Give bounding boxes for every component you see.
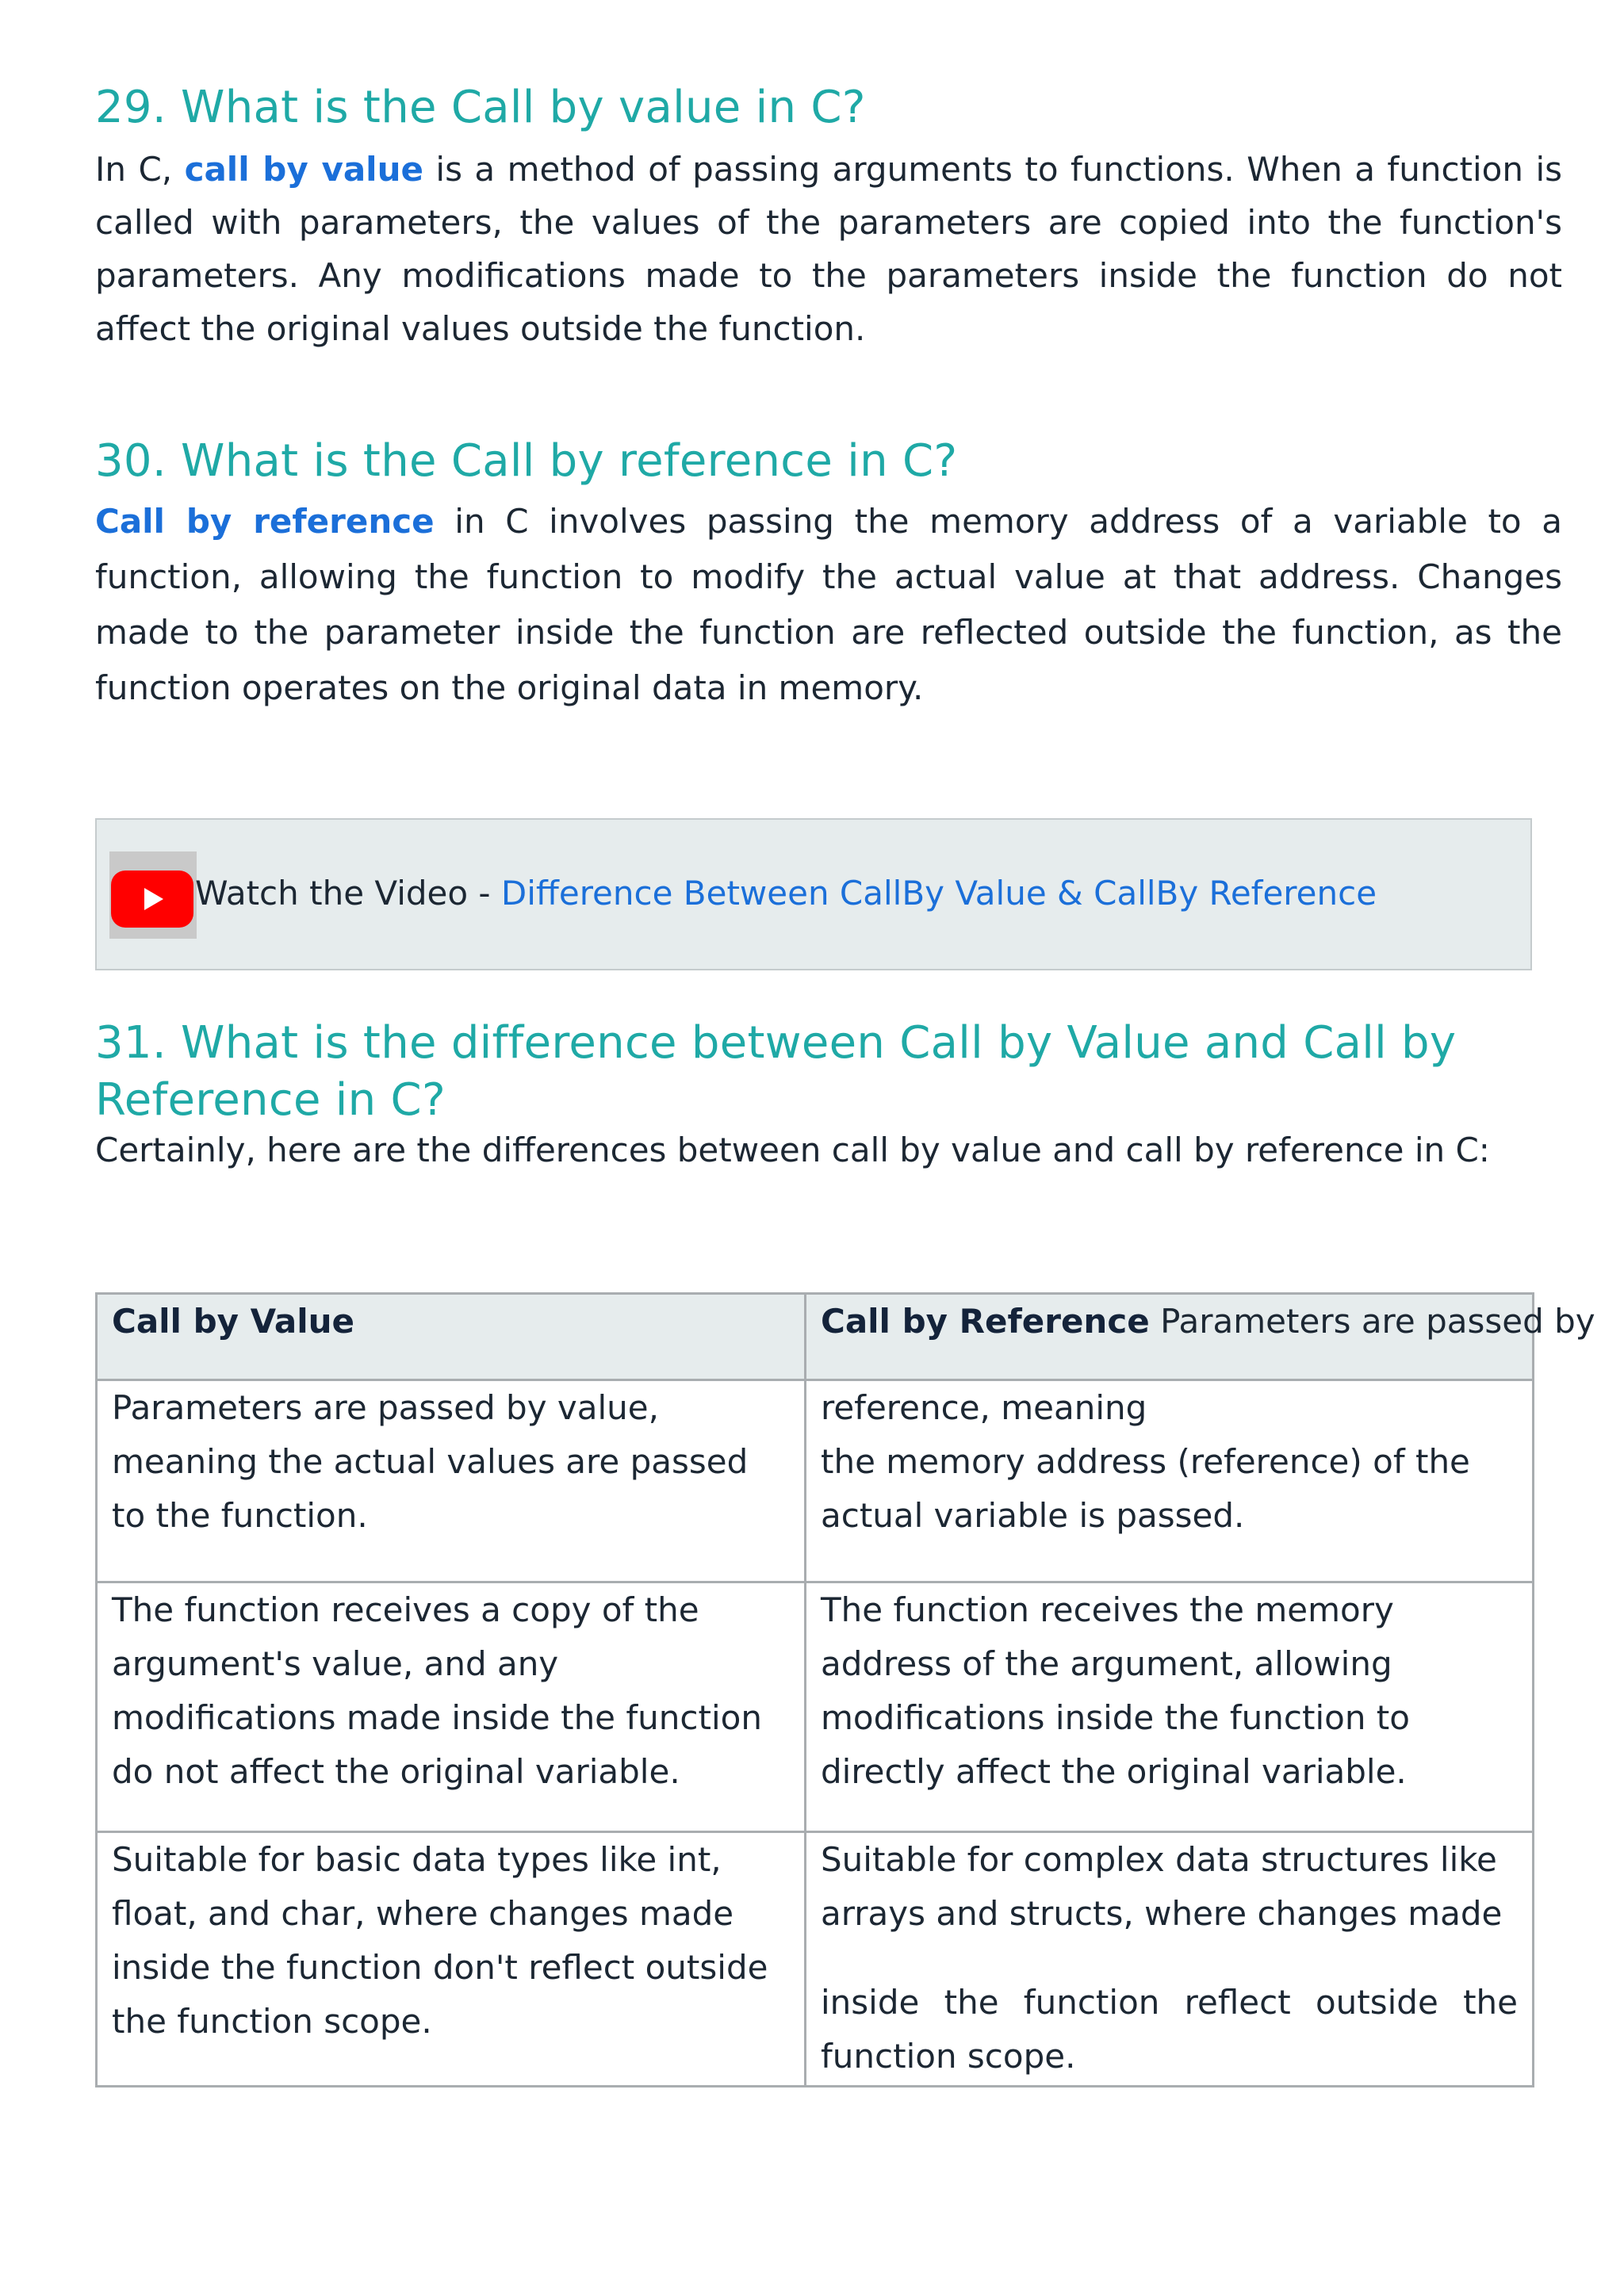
header-right-bold: Call by Reference — [821, 1302, 1150, 1341]
row3-right-part1: Suitable for complex data structures like arrays and structs, where changes made — [821, 1840, 1503, 1933]
header-call-by-value: Call by Value — [97, 1294, 806, 1380]
row2-reference-cell: The function receives the memory address of the argument, allowing modifications inside the function to directly affect the original variable. — [806, 1582, 1534, 1832]
q29-pre: In C, — [95, 150, 185, 189]
video-prefix: Watch the Video - — [195, 874, 501, 913]
table-header-row — [97, 1294, 1534, 1380]
row3-value-cell: Suitable for basic data types like int, float, and char, where changes made inside the function don't reflect outside the function scope. — [97, 1832, 806, 2087]
q31-heading-line1: 31. What is the difference between Call by Value and Call by — [95, 1017, 1457, 1069]
q30-keyword: Call by reference — [95, 502, 435, 541]
row1-reference-cell — [806, 1380, 1534, 1582]
video-caption — [195, 867, 1377, 920]
q29-heading: 29. What is the Call by value in C? — [95, 82, 866, 133]
table-row — [97, 1380, 1534, 1582]
row2-value-cell: The function receives a copy of the argument's value, and any modifications made inside the function do not affect the original variable. — [97, 1582, 806, 1832]
header-right-rest: Parameters are passed by — [1149, 1302, 1595, 1341]
q30-body: in C involves passing the memory address of a variable to a function, allowing the function to modify the actual value at that address. Changes made to the parameter inside the function are reflected outside the function, as the function operates on the original data in memory. — [95, 502, 1562, 707]
youtube-play-icon[interactable] — [111, 871, 193, 928]
video-link[interactable]: Difference Between CallBy Value & CallBy Reference — [500, 874, 1377, 913]
table-row — [97, 1582, 1534, 1832]
q30-heading: 30. What is the Call by reference in C? — [95, 435, 958, 487]
video-callout — [95, 818, 1532, 970]
q29-keyword: call by value — [184, 150, 423, 189]
q31-intro: Certainly, here are the differences between call by value and call by reference in C: — [95, 1131, 1490, 1169]
row3-reference-cell — [806, 1832, 1534, 2087]
q29-paragraph — [95, 143, 1562, 355]
row1-right-rest: the memory address (reference) of the actual variable is passed. — [821, 1442, 1470, 1535]
row1-value-cell: Parameters are passed by value, meaning the actual values are passed to the function. — [97, 1380, 806, 1582]
table-row — [97, 1832, 1534, 2087]
q31-heading — [95, 1015, 1456, 1129]
q29-body: is a method of passing arguments to functions. When a function is called with parameters, the values of the parameters are copied into the function's parameters. Any modifications made to the parameters inside the function do not affect the original values outside the function. — [95, 150, 1562, 348]
row3-right-part2: inside the function reflect outside the — [821, 1983, 1518, 2022]
youtube-icon-frame[interactable] — [109, 851, 197, 939]
q30-paragraph — [95, 494, 1562, 716]
row3-right-part3: function scope. — [821, 2037, 1076, 2076]
row1-right-line1: reference, meaning — [821, 1388, 1147, 1427]
comparison-table — [95, 1292, 1595, 2087]
header-call-by-reference — [806, 1294, 1595, 1380]
q31-heading-line2: Reference in C? — [95, 1074, 446, 1126]
